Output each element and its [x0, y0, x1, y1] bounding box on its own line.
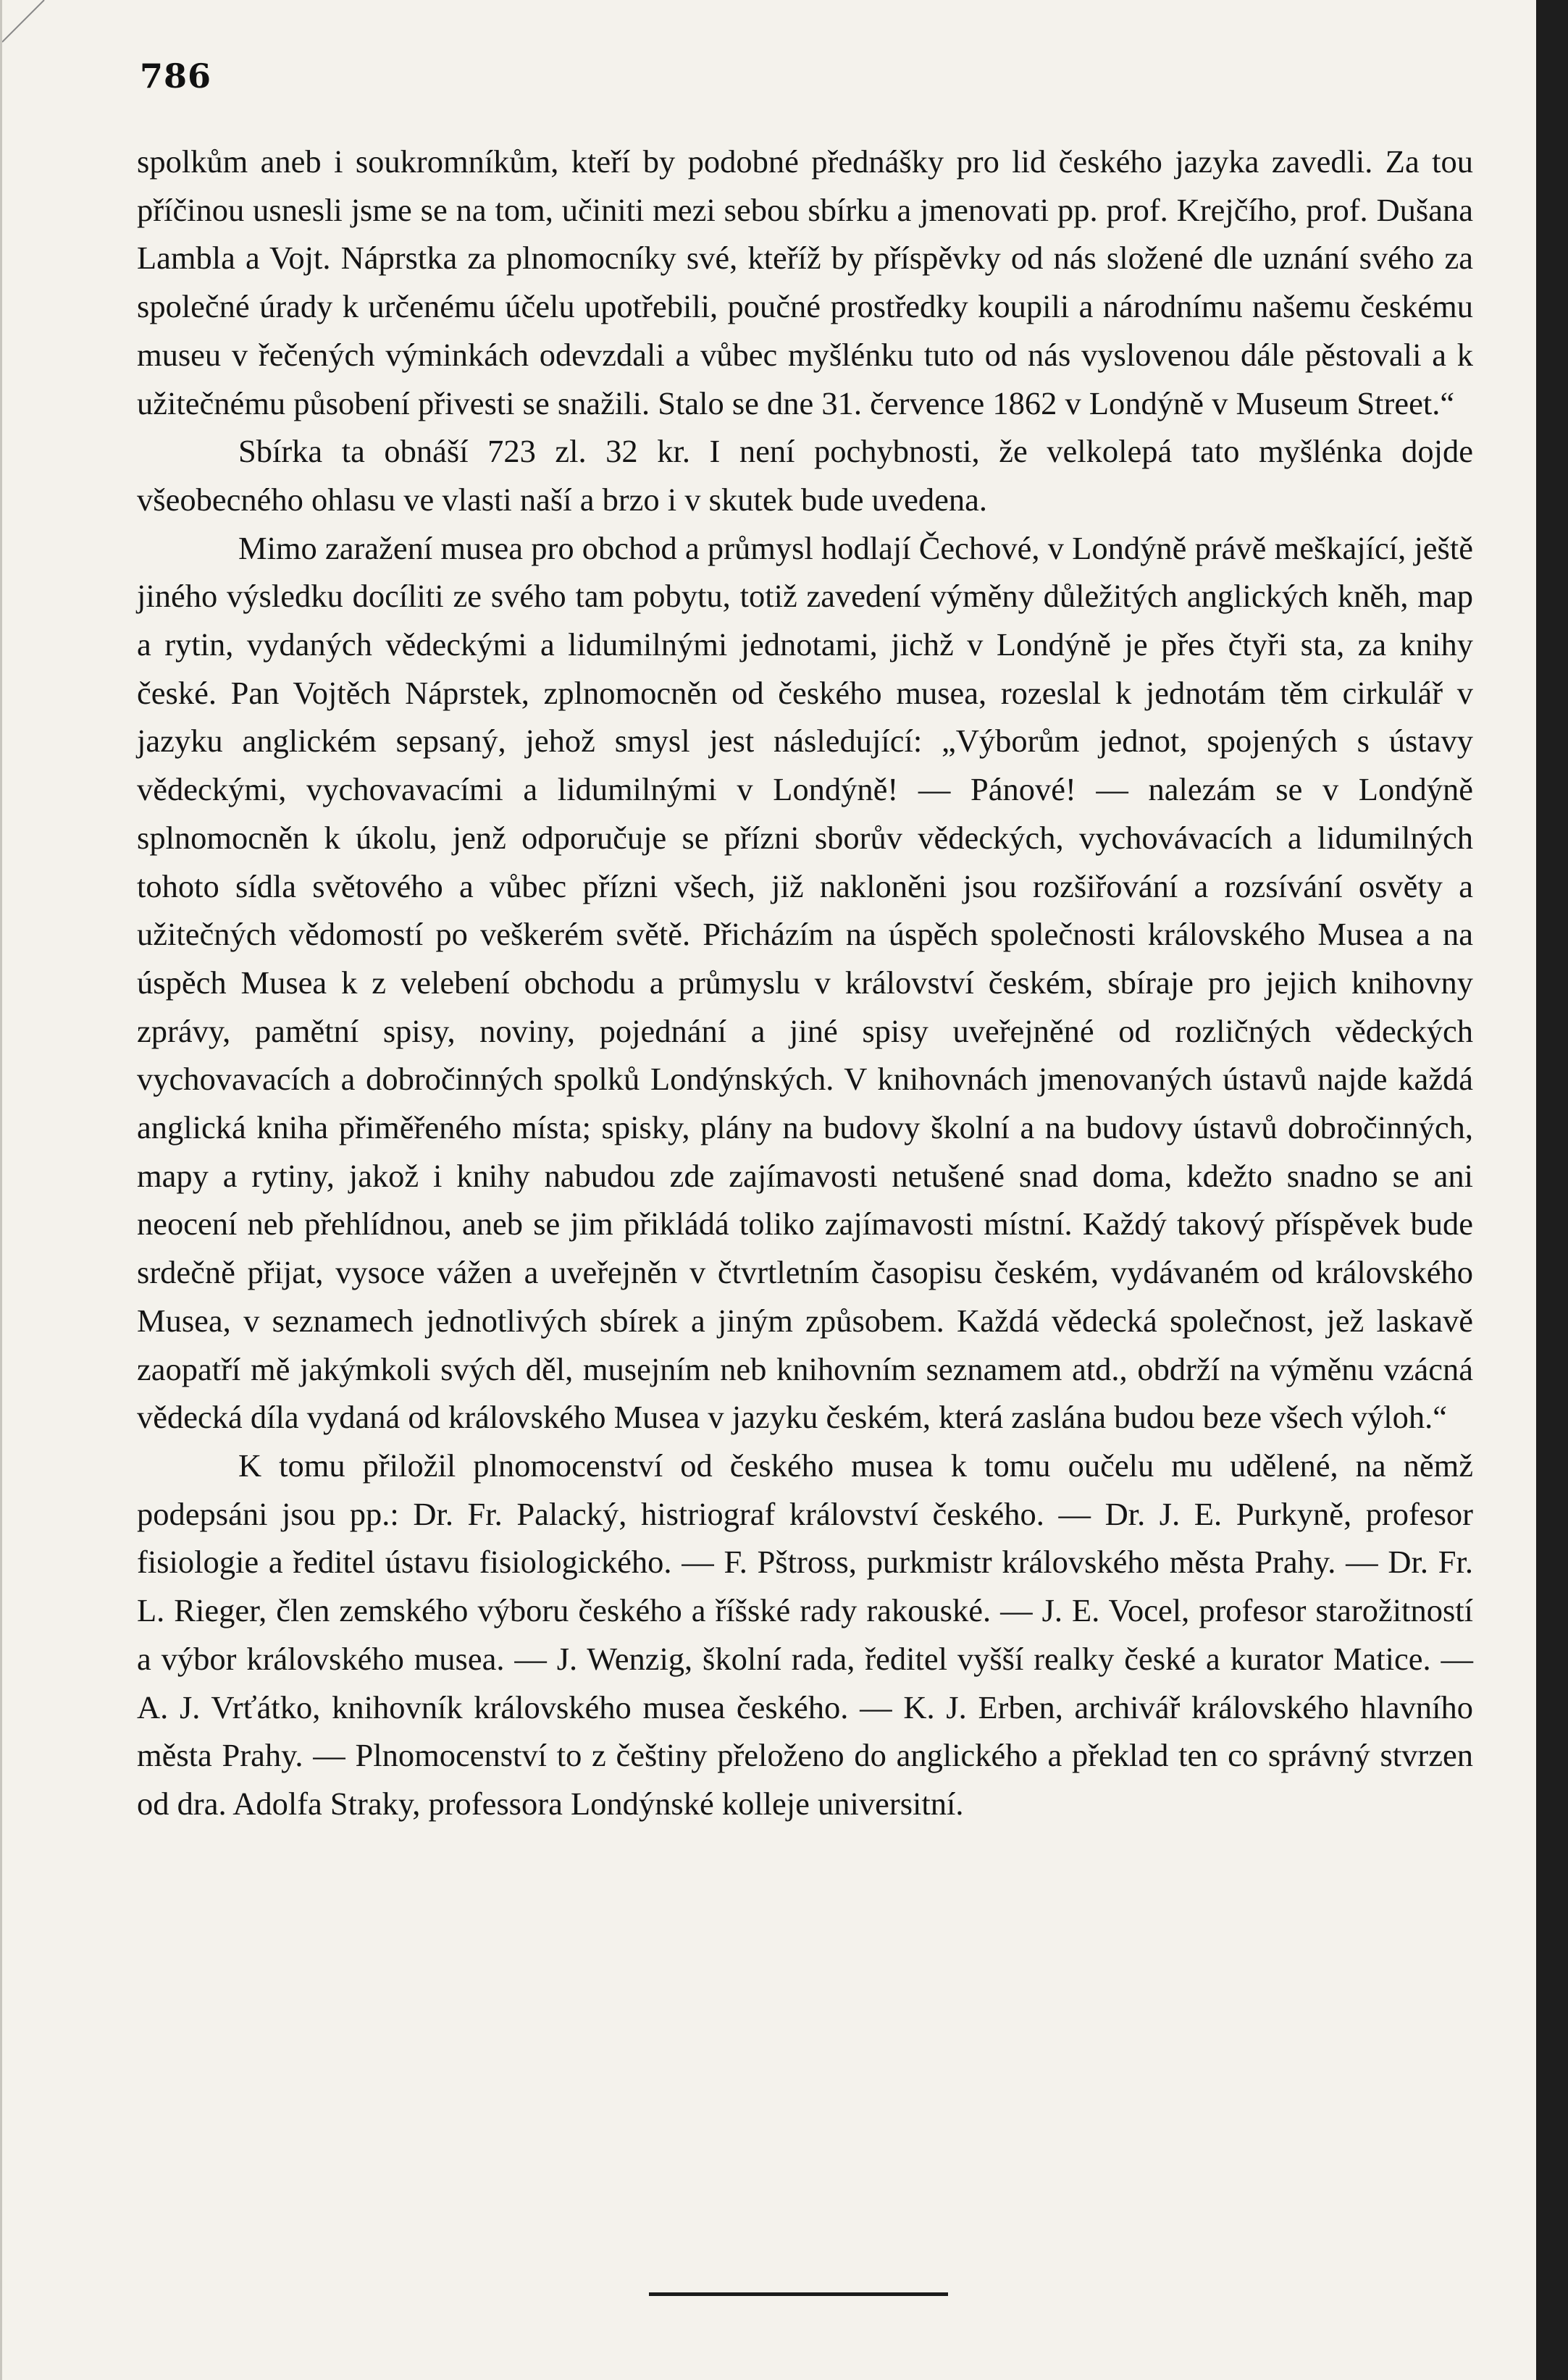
paragraph-1: spolkům aneb i soukromníkům, kteří by podobné přednášky pro lid českého jazyka zavedli. Za tou příčinou usnesli jsme se na tom, učiniti mezi sebou sbírku a jmenovati pp. prof. Krejčího, prof. Dušana Lambla a Vojt. Náprstka za plnomocníky své, kteříž by příspěvky od nás složené dle uznání svého za společné úrady k určenému účelu upotřebili, poučné prostředky koupili a národnímu našemu českému museu v řečených výminkách odevzdali a vůbec myšlénku tuto od nás vyslovenou dále pěstovali a k užitečnému působení přivesti se snažili. Stalo se dne 31. července 1862 v Londýně v Museum Street.“: [137, 143, 1473, 421]
section-divider: [649, 2292, 948, 2296]
page-number: 786: [140, 56, 212, 96]
paragraph-3: Mimo zaražení musea pro obchod a průmysl hodlají Čechové, v Londýně právě meškající, ještě jiného výsledku docíliti ze svého tam pobytu, totiž zavedení výměny důležitých anglických kněh, map a rytin, vydaných vědeckými a lidumilnými jednotami, jichž v Londýně je přes čtyři sta, za knihy české. Pan Vojtěch Náprstek, zplnomocněn od českého musea, rozeslal k jednotám těm cirkulář v jazyku anglickém sepsaný, jehož smysl jest následující: „Výborům jednot, spojených s ústavy vědeckými, vychovavacími a lidumilnými v Londýně! — Pánové! — nalezám se v Londýně splnomocněn k úkolu, jenž odporučuje se přízni sborův vědeckých, vychovávacích a lidumilných tohoto sídla světového a vůbec přízni všech, již nakloněni jsou rozšiřování a rozsívání osvěty a užitečných vědomostí po veškerém světě. Přicházím na úspěch společnosti královského Musea a na úspěch Musea k z velebení obchodu a průmyslu v království českém, sbíraje pro jejich knihovny zprávy, pamětní spisy, noviny, pojednání a jiné spisy uveřejněné od rozličných vědeckých vychovavacích a dobročinných spolků Londýnských. V knihovnách jmenovaných ústavů najde každá anglická kniha přiměřeného místa; spisky, plány na budovy školní a na budovy ústavů dobročinných, mapy a rytiny, jakož i knihy nabudou zde zajímavosti netušené snad doma, kdežto snadno se ani neocení neb přehlídnou, aneb se jim přikládá toliko zajímavosti místní. Každý takový příspěvek bude srdečně přijat, vysoce vážen a uveřejněn v čtvrtletním časopisu českém, vydávaném od královského Musea, v seznamech jednotlivých sbírek a jiným způsobem. Každá vědecká společnost, jež laskavě zaopatří mě jakýmkoli svých děl, musejním neb knihovním seznamem atd., obdrží na výměnu vzácná vědecká díla vydaná od královského Musea v jazyku českém, která zaslána budou beze všech výloh.“: [137, 529, 1473, 1436]
page-corner-fold: [2, 0, 46, 43]
paragraph-2: Sbírka ta obnáší 723 zl. 32 kr. I není pochybnosti, že velkolepá tato myšlénka dojde všeobecného ohlasu ve vlasti naší a brzo i v skutek bude uvedena.: [137, 433, 1473, 518]
paragraph-4: K tomu přiložil plnomocenství od českého musea k tomu oučelu mu udělené, na němž podepsáni jsou pp.: Dr. Fr. Palacký, histriograf království českého. — Dr. J. E. Purkyně, profesor fisiologie a ředitel ústavu fisiologického. — F. Pštross, purkmistr královského města Prahy. — Dr. Fr. L. Rieger, člen zemského výboru českého a říšské rady rakouské. — J. E. Vocel, profesor starožitností a výbor královského musea. — J. Wenzig, školní rada, ředitel vyšší realky české a kurator Matice. — A. J. Vrťátko, knihovník královského musea českého. — K. J. Erben, archivář královského hlavního města Prahy. — Plnomocenství to z češtiny přeloženo do anglického a překlad ten co správný stvrzen od dra. Adolfa Straky, professora Londýnské kolleje universitní.: [137, 1447, 1473, 1822]
article-body: [137, 138, 1473, 1828]
